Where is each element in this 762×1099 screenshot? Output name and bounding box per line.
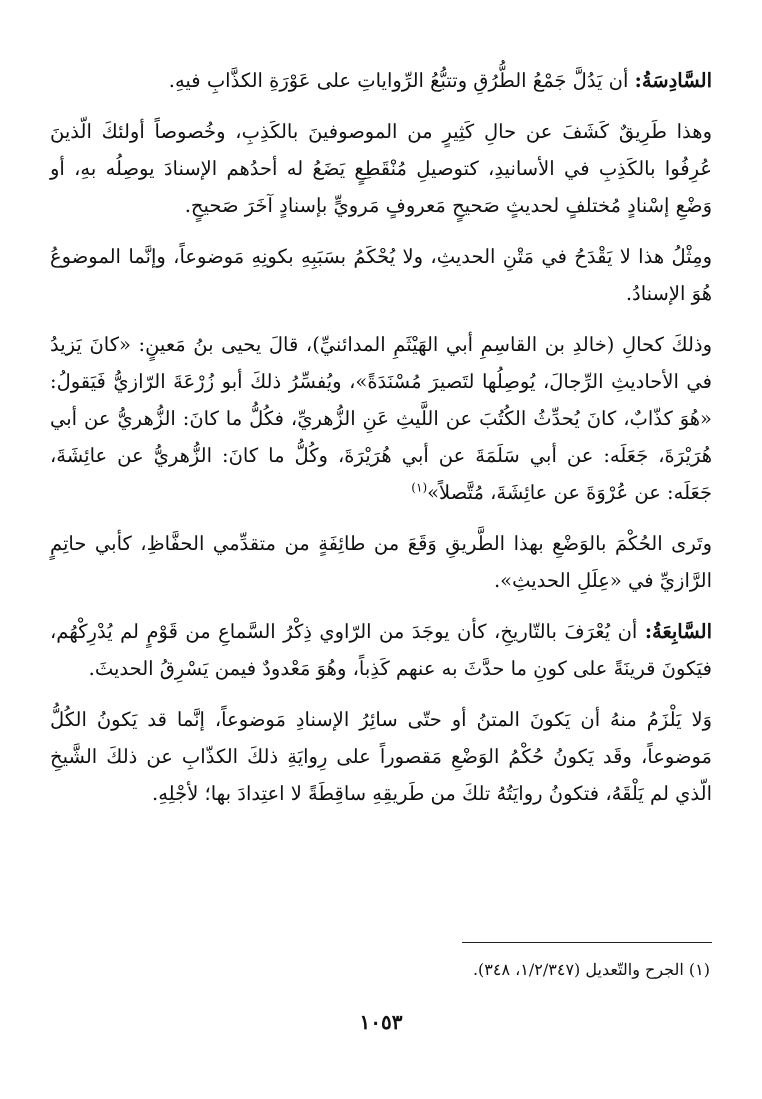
paragraph — [50, 525, 712, 599]
paragraph-text: ومِثْلُ هذا لا يَقْدَحُ في مَتْنِ الحديثِ، ولا يُحْكَمُ بسَبَبِهِ بكونِهِ مَوضوعاً، وإنَّما الموضوعُ هُوَ الإسنادُ. — [50, 245, 712, 305]
paragraph — [50, 238, 712, 312]
paragraph-text: وذلكَ كحالِ (خالدِ بن القاسِمِ أبي الهَيْثَمِ المدائنيِّ)، قالَ يحيى بنُ مَعينٍ: «كانَ يَزيدُ في الأحاديثِ الرِّجالَ، يُوصِلُها لتَصيرَ مُسْنَدَةً»، ويُفسِّرُ ذلكَ أبو زُرْعَةَ الرّازيُّ فَيَقولُ: «هُوَ كذّابٌ، كانَ يُحدِّثُ الكُتُبَ عن اللَّيثِ عَنِ الزُّهريِّ، فكُلُّ ما كانَ: الزُّهريُّ عن أبي هُرَيْرَةَ، جَعَلَه: عن أبي سَلَمَةَ عن أبي هُرَيْرَةَ، وكُلُّ ما كانَ: الزُّهريُّ عن عائِشَةَ، جَعَلَه: عن عُرْوَةَ عن عائِشَةَ، مُتَّصلاً» — [50, 333, 712, 504]
paragraph-sixth — [50, 62, 712, 99]
paragraph-lead: السَّابِعَةُ: — [644, 620, 712, 643]
footnote: (١) الجرح والتّعديل (١/٢/٣٤٧، ٣٤٨). — [472, 960, 710, 979]
paragraph — [50, 326, 712, 511]
paragraph-seventh — [50, 613, 712, 687]
paragraph — [50, 113, 712, 224]
paragraph-text: وهذا طَرِيقٌ كَشَفَ عن حالِ كَثِيرٍ من الموصوفينَ بالكَذِبِ، وخُصوصاً أولئكَ الّذينَ عُرِفُوا بالكَذِبِ في الأسانيدِ، كتوصيلِ مُنْقَطِعٍ يَضَعُ له أحدُهم الإسنادَ يوصِلُه بهِ، أو وَضْعِ إسْنادٍ مُختلفٍ لحديثٍ صَحيحٍ مَعروفٍ مَرويٍّ بإسنادٍ آخَرَ صَحيحٍ. — [50, 120, 712, 217]
footnote-marker[interactable]: (١) — [411, 480, 428, 495]
paragraph-text: وتَرى الحُكْمَ بالوَضْعِ بهذا الطَّريقِ وَقَعَ من طائِفَةٍ من متقدِّمي الحفَّاظِ، كأبي حاتِمٍ الرَّازيِّ في «عِلَلِ الحديثِ». — [50, 532, 712, 592]
paragraph-text: أن يُعْرَفَ بالتّاريخِ، كأن يوجَدَ من الرّاوي ذِكْرُ السَّماعِ من قَوْمٍ لم يُدْرِكْهُم، فيَكونَ قرينَةً على كونِ ما حدَّثَ به عنهم كَذِباً، وهُوَ مَعْدودٌ فيمن يَسْرِقُ الحديثَ. — [50, 620, 712, 680]
footnote-divider — [462, 942, 712, 943]
page-number: ١٠٥٣ — [359, 1010, 403, 1034]
paragraph-lead: السَّادِسَةُ: — [634, 69, 712, 92]
page-body — [50, 62, 712, 826]
paragraph — [50, 701, 712, 812]
paragraph-text: أن يَدُلَّ جَمْعُ الطُّرُقِ وتتبُّعُ الرِّواياتِ على عَوْرَةِ الكذَّابِ فيهِ. — [168, 69, 635, 92]
paragraph-text: وَلا يَلْزَمُ منهُ أن يَكونَ المتنُ أو حتّى سائِرُ الإسنادِ مَوضوعاً، إنَّما قد يَكونُ الكُلُّ مَوضوعاً، وقَد يَكونُ حُكْمُ الوَضْعِ مَقصوراً على رِوايَةِ ذلكَ الكذّابِ عن ذلكَ الشَّيخِ الّذي لم يَلْقَهُ، فتكونُ روايَتُهُ تلكَ من طَريقِهِ ساقِطَةً لا اعتِدادَ بها؛ لأجْلِهِ. — [50, 708, 712, 805]
